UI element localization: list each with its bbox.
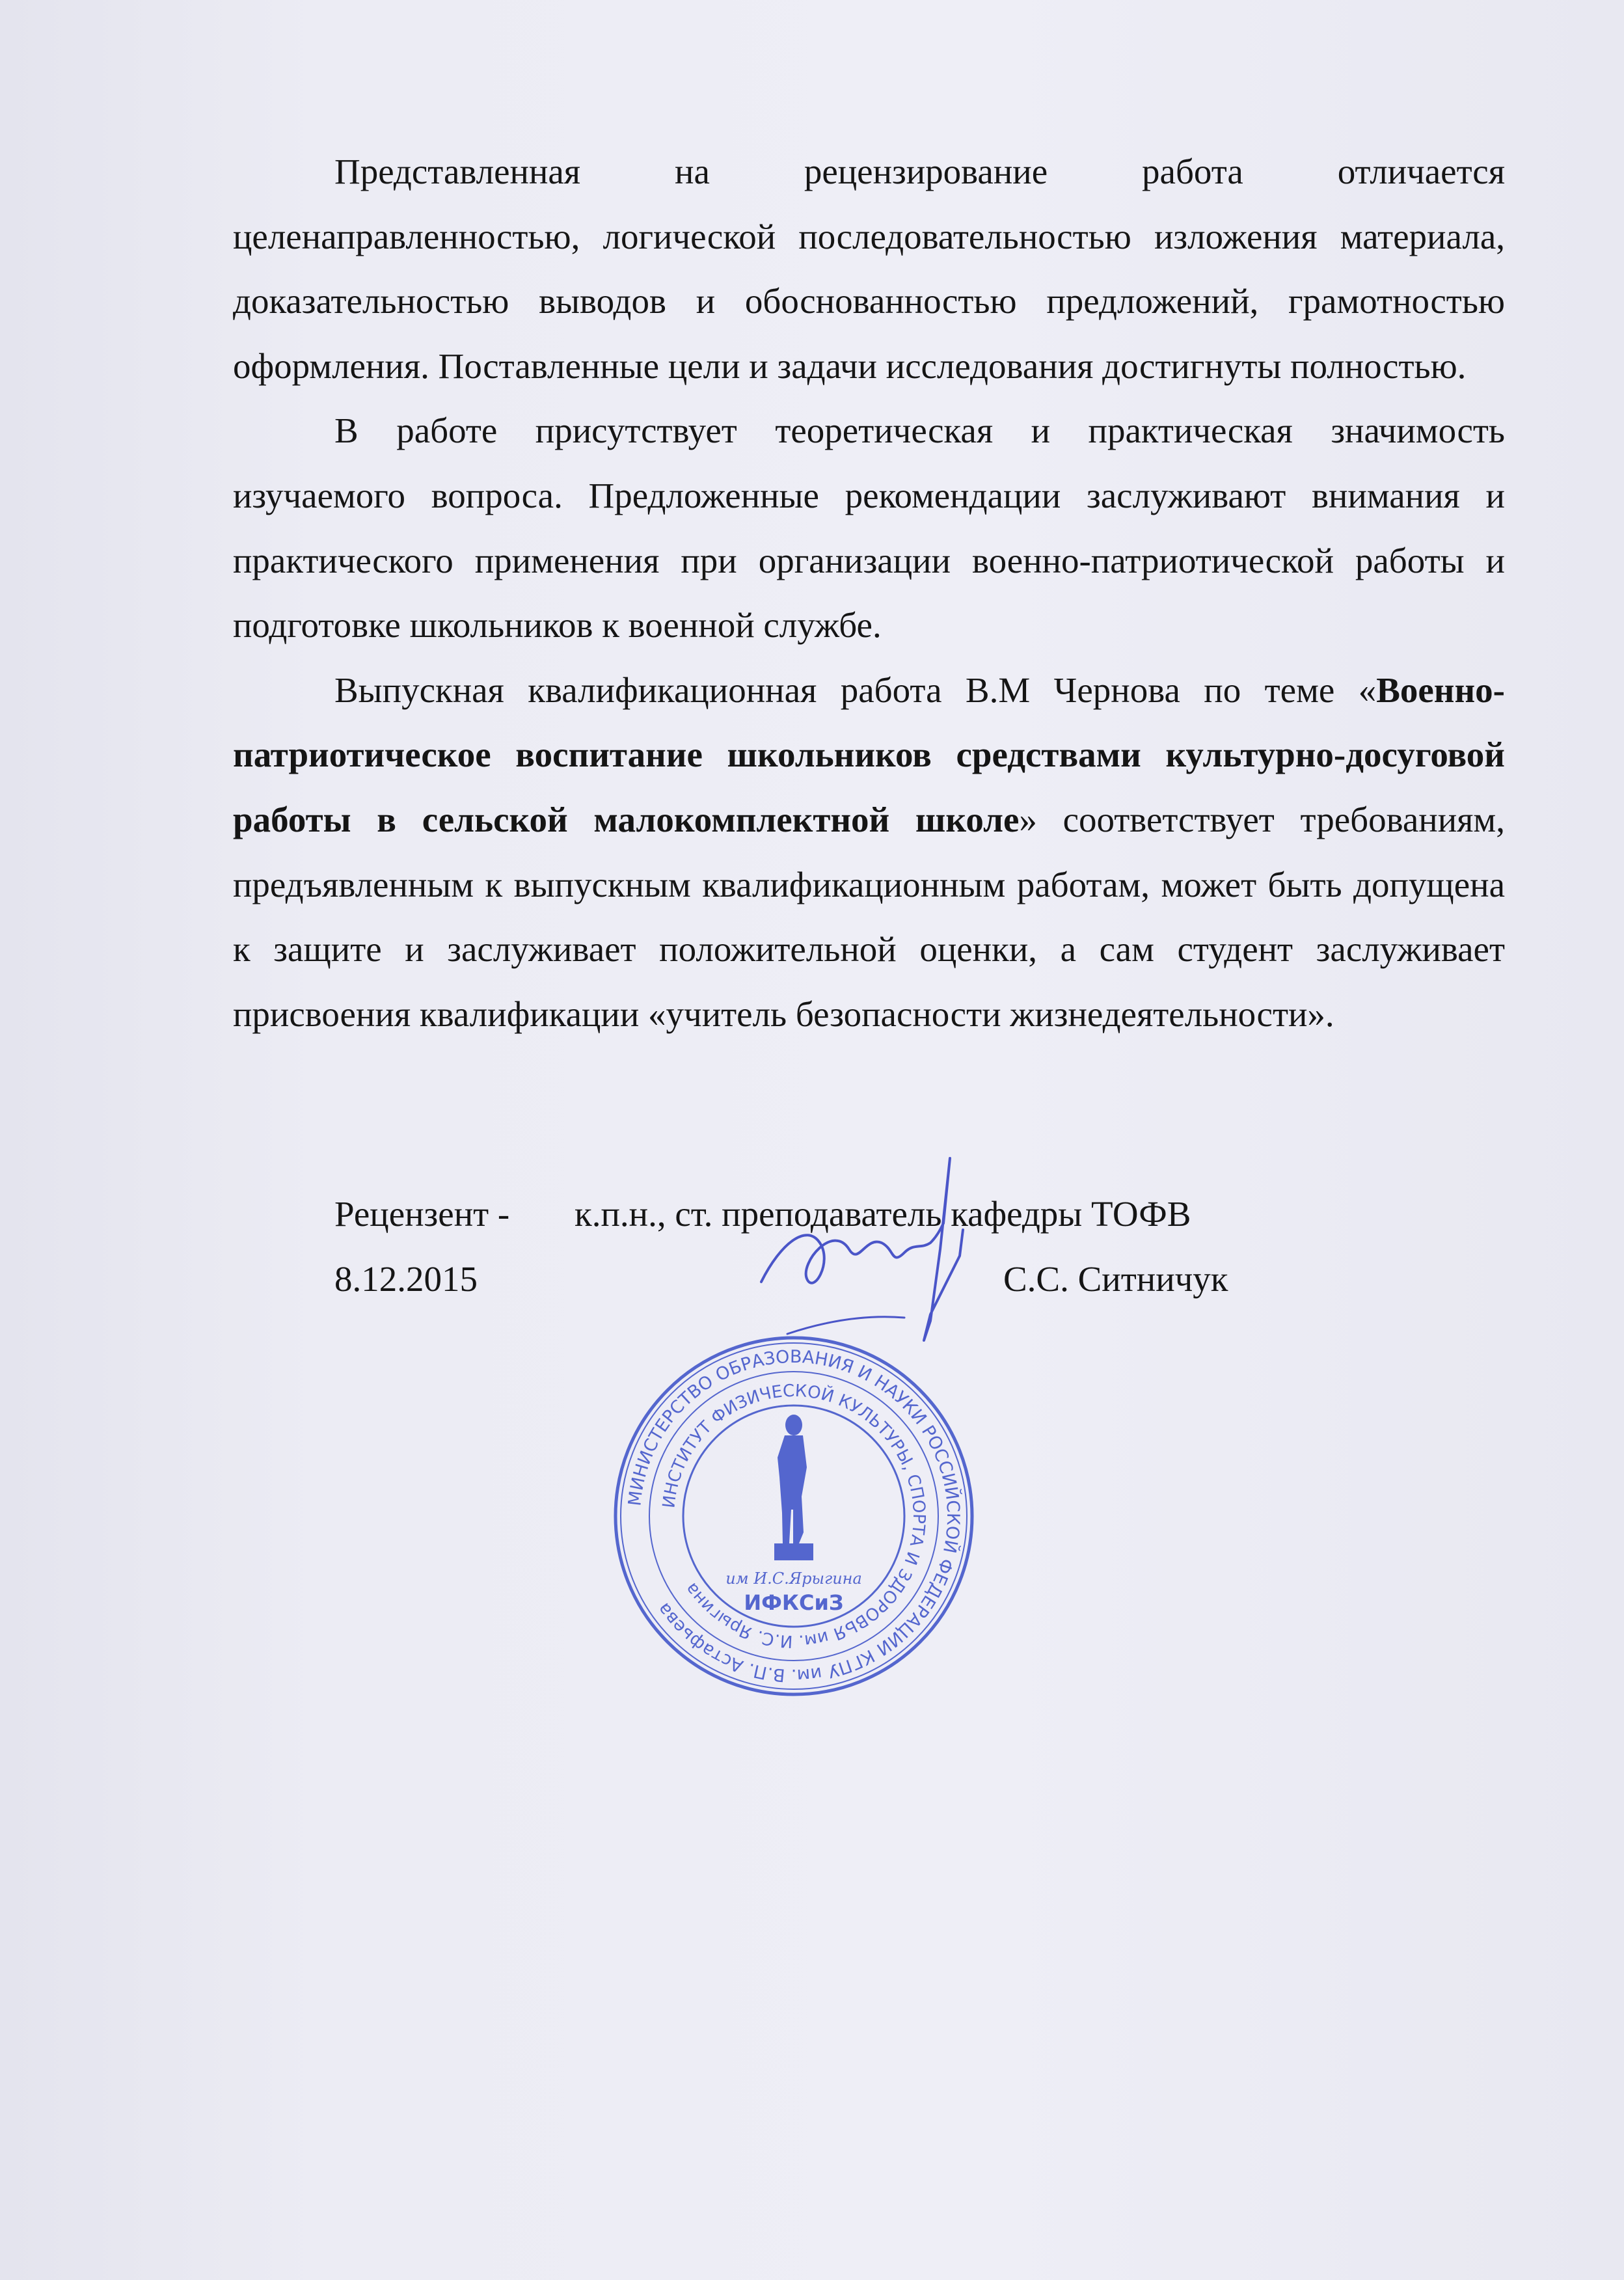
institution-stamp [612,1334,976,1698]
paragraph-2: В работе присутствует теоретическая и практическая значимость изучаемого вопроса. Предложенные рекомендации заслуживают внимания и практического применения при организации военно-патриотической работы и подготовке школьников к военной службе. [233,411,1505,645]
paragraph-3 [233,658,1505,1047]
review-date: 8.12.2015 [334,1259,478,1299]
reviewer-position: к.п.н., ст. преподаватель кафедры ТОФВ [575,1194,1191,1234]
reviewer-label: Рецензент - [334,1194,510,1234]
stamp-script-text: им И.С.Ярыгина [725,1569,862,1588]
reviewer-name: С.С. Ситничук [1003,1259,1228,1299]
paragraph-1: Представленная на рецензирование работа отличается целенаправленностью, логической последовательностью изложения материала, доказательностью выводов и обоснованностью предложений, грамотностью оформления. Поставленные цели и задачи исследования достигнуты полностью. [233,152,1505,386]
stamp-inner-text: ИНСТИТУТ ФИЗИЧЕСКОЙ КУЛЬТУРЫ, СПОРТА И ЗДОРОВЬЯ им. И.С. Ярыгина [659,1381,929,1651]
statue-emblem-icon [774,1415,813,1560]
paragraph-3-conclusion: » соответствует требованиям, предъявленным к выпускным квалификационным работам, может быть допущена к защите и заслуживает положительной оценки, а сам студент заслуживает присвоения квалификации «учитель безопасности жизнедеятельности». [233,799,1505,1034]
stamp-center-label: ИФКСиЗ [744,1590,844,1615]
paragraph-3-intro: Выпускная квалификационная работа В.М Чернова по теме « [334,670,1377,710]
review-body [233,139,1505,1046]
handwritten-signature [735,1145,1022,1353]
stamp-outer-text: МИНИСТЕРСТВО ОБРАЗОВАНИЯ И НАУКИ РОССИЙСКОЙ ФЕДЕРАЦИИ КГПУ им. В.П. Астафьева [625,1346,964,1686]
thesis-title: Военно-патриотическое воспитание школьников средствами культурно-досуговой работы в сельской малокомплектной школе [233,670,1505,839]
